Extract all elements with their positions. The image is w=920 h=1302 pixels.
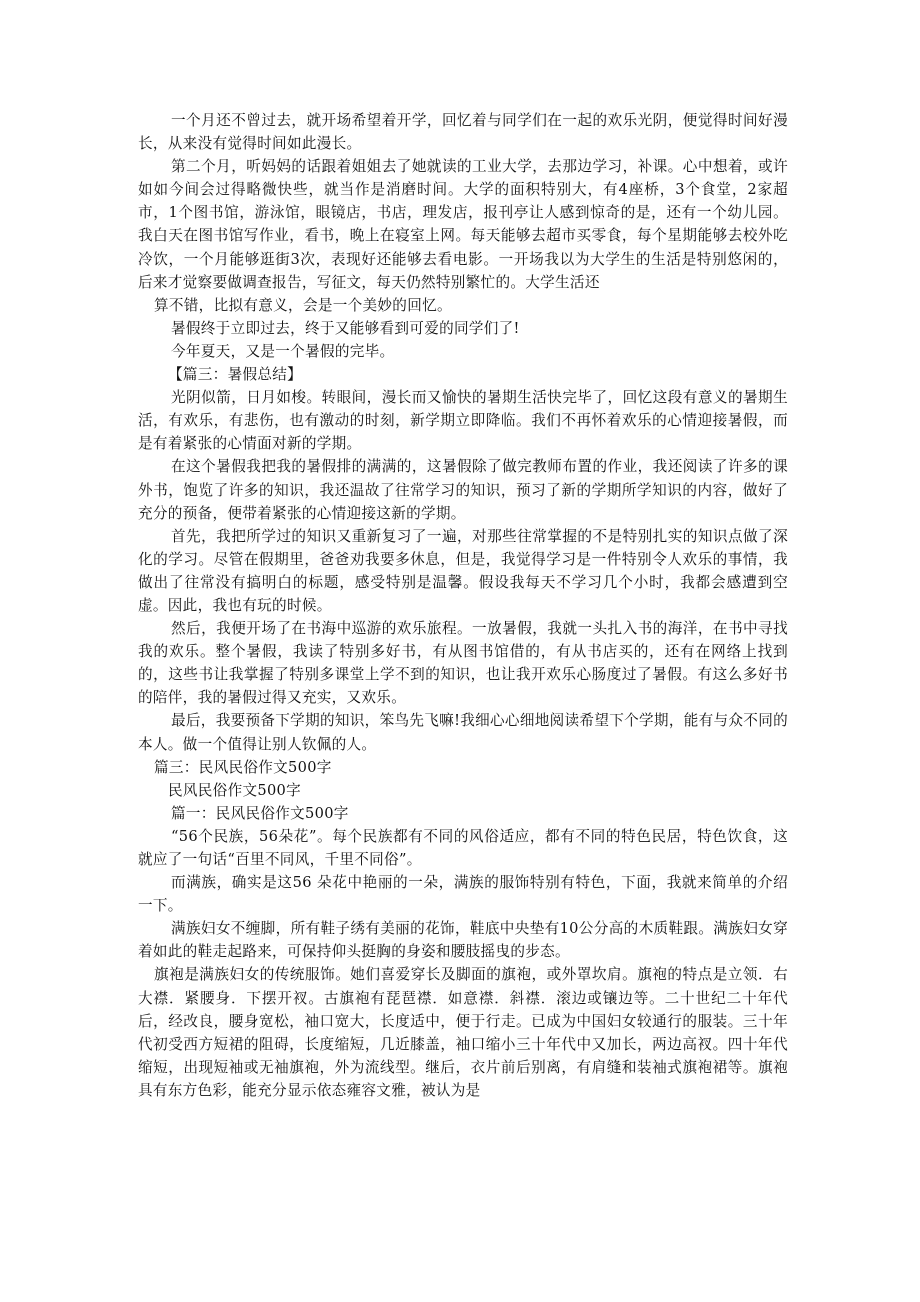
paragraph: 最后，我要预备下学期的知识，笨鸟先飞嘛!我细心心细地阅读希望下个学期，能有与众不同的本人。做一个值得让别人钦佩的人。 [138,712,788,753]
paragraph: 而满族，确实是这56 朵花中艳丽的一朵，满族的服饰特别有特色，下面，我就来简单的介绍一下。 [138,874,788,915]
paragraph: 光阴似箭，日月如梭。转眼间，漫长而又愉快的暑期生活快完毕了，回忆这段有意义的暑期生活，有欢乐，有悲伤，也有激动的时刻，新学期立即降临。我们不再怀着欢乐的心情迎接暑假，而是有着紧张的心情面对新的学期。 [138,389,788,453]
paragraph: 一个月还不曾过去，就开场希望着开学，回忆着与同学们在一起的欢乐光阴，便觉得时间好漫长，从来没有觉得时间如此漫长。 [138,112,788,153]
section-heading: 篇三：民风民俗作文500字 [154,758,332,776]
paragraph: 在这个暑假我把我的暑假排的满满的，这暑假除了做完教师布置的作业，我还阅读了许多的课外书，饱览了许多的知识，我还温故了往常学习的知识，预习了新的学期所学知识的内容，做好了充分的预备，便带着紧张的心情迎接这新的学期。 [138,458,788,522]
paragraph: 满族妇女不缠脚，所有鞋子绣有美丽的花饰，鞋底中央垫有10公分高的木质鞋跟。满族妇女穿着如此的鞋走起路来，可保持仰头挺胸的身姿和腰肢摇曳的步态。 [138,920,788,961]
paragraph: 今年夏天，又是一个暑假的完毕。 [171,342,395,360]
document-body [138,109,788,1102]
paragraph: 算不错，比拟有意义，会是一个美妙的回忆。 [154,296,452,314]
paragraph: 首先，我把所学过的知识又重新复习了一遍，对那些往常掌握的不是特别扎实的知识点做了深化的学习。尽管在假期里，爸爸劝我要多休息，但是，我觉得学习是一件特别令人欢乐的事情，我做出了往常没有搞明白的标题，感受特别是温馨。假设我每天不学习几个小时，我都会感遭到空虚。因此，我也有玩的时候。 [138,527,788,614]
paragraph: 暑假终于立即过去，终于又能够看到可爱的同学们了! [171,319,520,337]
section-heading: 篇一：民风民俗作文500字 [171,804,349,822]
paragraph: “56个民族，56朵花”。每个民族都有不同的风俗适应，都有不同的特色民居，特色饮食，这就应了一句话“百里不同风，千里不同俗”。 [138,827,788,868]
paragraph: 然后，我便开场了在书海中巡游的欢乐旅程。一放暑假，我就一头扎入书的海洋，在书中寻找我的欢乐。整个暑假，我读了特别多好书，有从图书馆借的，有从书店买的，还有在网络上找到的，这些书让我掌握了特别多课堂上学不到的知识，也让我开欢乐心肠度过了暑假。有这么多好书的陪伴，我的暑假过得又充实，又欢乐。 [138,620,788,707]
paragraph: 旗袍是满族妇女的传统服饰。她们喜爱穿长及脚面的旗袍，或外罩坎肩。旗袍的特点是立领．右大襟．紧腰身．下摆开衩。古旗袍有琵琶襟．如意襟．斜襟．滚边或镶边等。二十世纪二十年代后，经改良，腰身宽松，袖口宽大，长度适中，便于行走。已成为中国妇女较通行的服装。三十年代初受西方短裙的阻碍，长度缩短，几近膝盖，袖口缩小三十年代中又加长，两边高衩。四十年代缩短，出现短袖或无袖旗袍，外为流线型。继后，衣片前后别离，有肩缝和装袖式旗袍裙等。旗袍具有东方色彩，能充分显示依态雍容文雅，被认为是 [138,966,788,1099]
section-heading: 【篇三：暑假总结】 [168,366,303,384]
section-subtitle: 民风民俗作文500字 [168,781,302,799]
paragraph: 第二个月，听妈妈的话跟着姐姐去了她就读的工业大学，去那边学习，补课。心中想着，或许如如今间会过得略微快些，就当作是消磨时间。大学的面积特别大，有4座桥，3个食堂，2家超市，1个图书馆，游泳馆，眼镜店，书店，理发店，报刊亭让人感到惊奇的是，还有一个幼儿园。我白天在图书馆写作业，看书，晚上在寝室上网。每天能够去超市买零食，每个星期能够去校外吃冷饮，一个月能够逛街3次，表现好还能够去看电影。一开场我以为大学生的生活是特别悠闲的，后来才觉察要做调查报告，写征文，每天仍然特别繁忙的。大学生活还 [138,158,788,291]
